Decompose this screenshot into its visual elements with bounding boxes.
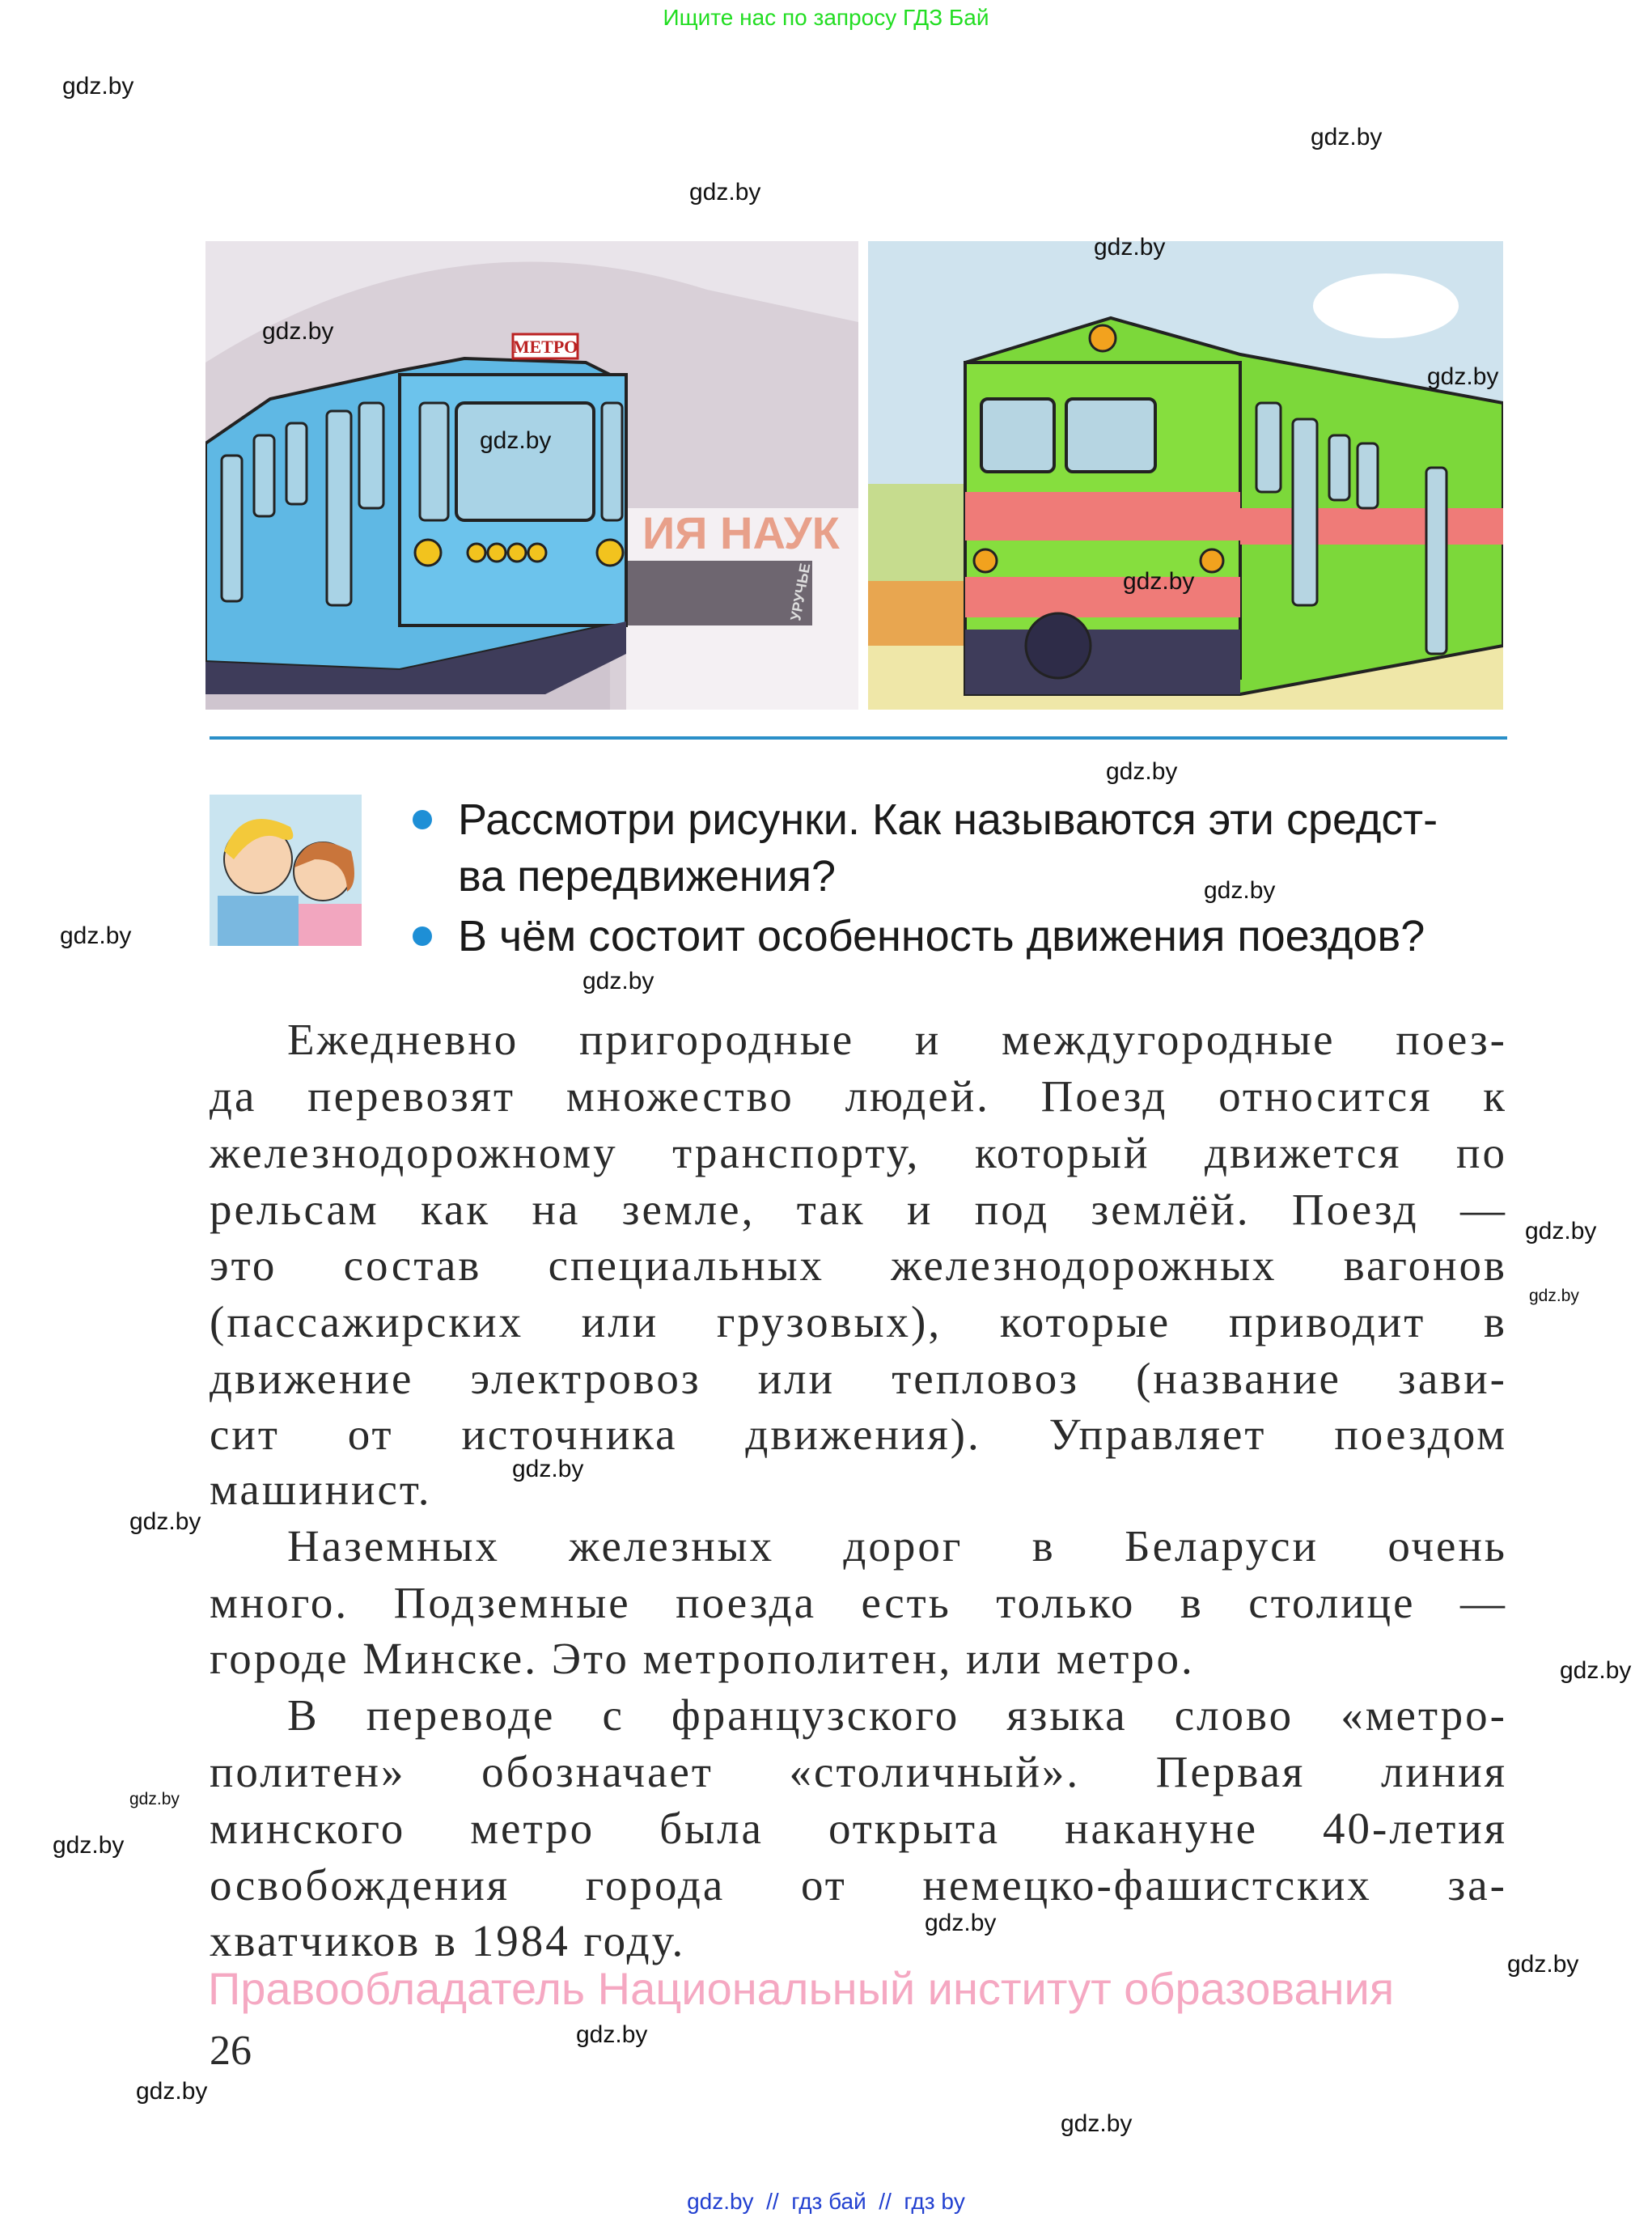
paragraph-line: Ежедневно пригородные и междугородные поез- xyxy=(287,1015,1507,1064)
paragraph-line: В переводе с французского языка слово «метро- xyxy=(287,1690,1507,1740)
paragraph-line: да перевозят множество людей. Поезд относится к xyxy=(210,1071,1507,1121)
bullet-icon xyxy=(413,926,432,946)
watermark: gdz.by xyxy=(262,318,334,345)
paragraph-line: железнодорожному транспорту, который движется по xyxy=(210,1128,1507,1177)
watermark: gdz.by xyxy=(53,1832,125,1859)
watermark: gdz.by xyxy=(1106,758,1178,785)
watermark: gdz.by xyxy=(689,179,761,206)
watermark: gdz.by xyxy=(1204,877,1276,904)
metro-train-illustration xyxy=(205,241,858,710)
electric-train-illustration xyxy=(868,241,1503,710)
paragraph-line: Наземных железных дорог в Беларуси очень xyxy=(287,1521,1507,1571)
cloud-icon xyxy=(1313,273,1459,338)
watermark: gdz.by xyxy=(1061,2110,1133,2137)
station-sign: УРУЧЬЕ xyxy=(787,562,814,622)
watermark: gdz.by xyxy=(129,1790,180,1808)
watermark: gdz.by xyxy=(1529,1287,1579,1305)
paragraph-line: освобождения города от немецко-фашистских за- xyxy=(210,1860,1507,1910)
search-banner[interactable]: Ищите нас по запросу ГДЗ Бай xyxy=(663,5,989,30)
metro-sign: МЕТРО xyxy=(512,337,578,357)
watermark: gdz.by xyxy=(1525,1218,1597,1244)
paragraph-line: минского метро была открыта накануне 40-летия xyxy=(210,1804,1507,1853)
footer-links[interactable]: gdz.by // гдз бай // гдз by xyxy=(687,2189,965,2214)
watermark: gdz.by xyxy=(576,2021,648,2048)
station-wall-text: ИЯ НАУК xyxy=(642,507,840,558)
paragraph-line: (пассажирских или грузовых), которые приводит в xyxy=(210,1297,1507,1346)
watermark: gdz.by xyxy=(1094,234,1166,261)
watermark: gdz.by xyxy=(1123,568,1195,595)
question-1-line-2: ва передвижения? xyxy=(458,852,837,901)
paragraph-line: политен» обозначает «столичный». Первая линия xyxy=(210,1747,1507,1796)
question-2: В чём состоит особенность движения поездов? xyxy=(458,912,1425,960)
watermark: gdz.by xyxy=(1311,124,1383,151)
paragraph-line: машинист. xyxy=(210,1465,432,1514)
section-divider xyxy=(210,736,1507,740)
paragraph-line: хватчиков в 1984 году. xyxy=(210,1916,686,1965)
watermark: gdz.by xyxy=(1507,1951,1579,1978)
copyright-notice: Правообладатель Национальный институт образования xyxy=(208,1963,1395,2014)
watermark: gdz.by xyxy=(136,2078,208,2105)
paragraph-line: сит от источника движения). Управляет поездом xyxy=(210,1410,1507,1459)
question-1-line-1: Рассмотри рисунки. Как называются эти средст- xyxy=(458,795,1438,844)
children-illustration xyxy=(210,795,362,946)
watermark: gdz.by xyxy=(62,73,134,100)
watermark: gdz.by xyxy=(1427,363,1499,390)
paragraph-line: много. Подземные поезда есть только в столице — xyxy=(210,1578,1507,1627)
watermark: gdz.by xyxy=(129,1508,201,1535)
bullet-icon xyxy=(413,810,432,829)
watermark: gdz.by xyxy=(512,1456,584,1482)
paragraph-line: это состав специальных железнодорожных вагонов xyxy=(210,1240,1507,1290)
watermark: gdz.by xyxy=(925,1910,997,1936)
watermark: gdz.by xyxy=(1560,1657,1632,1684)
paragraph-line: рельсам как на земле, так и под землёй. Поезд — xyxy=(210,1185,1507,1234)
paragraph-line: движение электровоз или тепловоз (название зави- xyxy=(210,1354,1507,1403)
watermark: gdz.by xyxy=(60,922,132,949)
paragraph-line: городе Минске. Это метрополитен, или метро. xyxy=(210,1634,1195,1683)
page-number: 26 xyxy=(210,2028,252,2074)
watermark: gdz.by xyxy=(480,427,552,454)
watermark: gdz.by xyxy=(582,968,654,994)
